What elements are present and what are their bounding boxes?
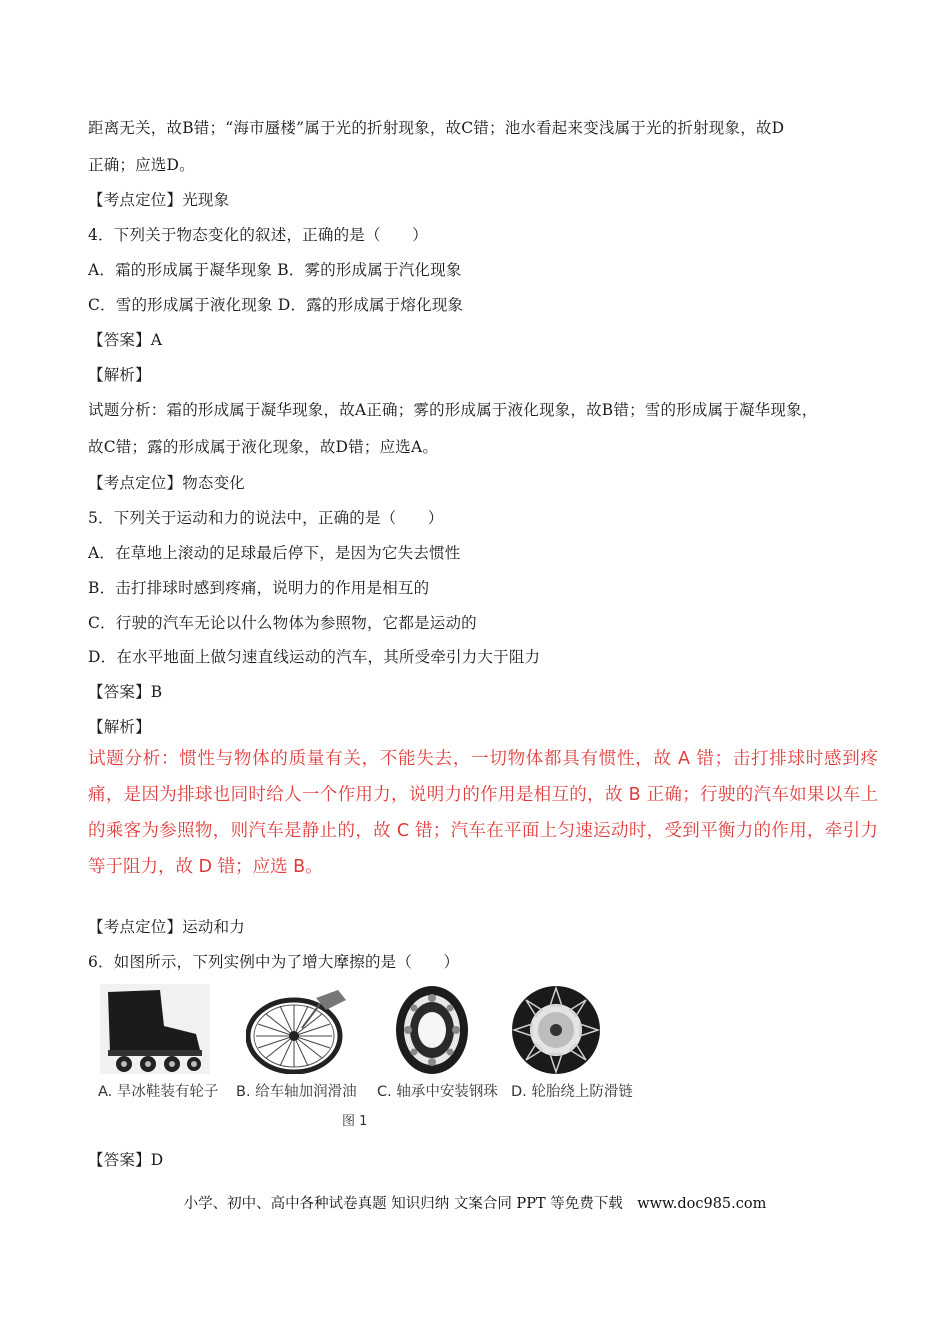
answer-line: 【答案】D: [88, 1151, 164, 1169]
caption-c: C. 轴承中安装钢珠: [377, 1084, 498, 1100]
topic-line: 【考点定位】运动和力: [88, 918, 246, 936]
question-6: 6．如图所示，下列实例中为了增大摩擦的是（ ）: [88, 953, 460, 971]
bearing-image: [392, 984, 472, 1076]
topic-line: 【考点定位】物态变化: [88, 474, 246, 492]
bicycle-wheel-image: [246, 984, 351, 1074]
option-line: B．击打排球时感到疼痛，说明力的作用是相互的: [88, 579, 430, 597]
answer-line: 【答案】A: [88, 331, 163, 349]
option-line: D．在水平地面上做匀速直线运动的汽车，其所受牵引力大于阻力: [88, 648, 541, 666]
analysis-red-text: 试题分析：惯性与物体的质量有关，不能失去，一切物体都具有惯性，故 A 错；击打排球时感到疼痛，是因为排球也同时给人一个作用力，说明力的作用是相互的，故 B 正确；行驶的汽车如果以车上的乘客为参照物，则汽车是静止的，故 C 错；汽车在平面上匀速运动时，受到平衡力的作用，牵引力等于阻力，故 D 错；应选 B。: [88, 749, 878, 877]
caption-d: D. 轮胎绕上防滑链: [511, 1084, 633, 1100]
analysis-line: 试题分析：霜的形成属于凝华现象，故A正确；雾的形成属于液化现象，故B错；雪的形成属于凝华现象，: [88, 401, 818, 419]
question-5: 5．下列关于运动和力的说法中，正确的是（ ）: [88, 509, 444, 527]
analysis-heading: 【解析】: [88, 366, 151, 384]
page-footer: 小学、初中、高中各种试卷真题 知识归纳 文案合同 PPT 等免费下载 www.doc985.com: [183, 1196, 767, 1212]
option-line: A．霜的形成属于凝华现象 B．雾的形成属于汽化现象: [88, 261, 462, 279]
figure-label: 图 1: [342, 1114, 368, 1129]
figure-1: [96, 984, 644, 1132]
text-line: 距离无关，故B错；“海市蜃楼”属于光的折射现象，故C错；池水看起来变浅属于光的折射现象，故D: [88, 119, 785, 137]
analysis-heading: 【解析】: [88, 718, 151, 736]
analysis-line: 故C错；露的形成属于液化现象，故D错；应选A。: [88, 438, 439, 456]
option-line: A．在草地上滚动的足球最后停下，是因为它失去惯性: [88, 544, 461, 562]
question-4: 4．下列关于物态变化的叙述，正确的是（ ）: [88, 226, 428, 244]
text-line: 正确；应选D。: [88, 156, 195, 174]
tire-chain-image: [510, 984, 602, 1076]
option-line: C．行驶的汽车无论以什么物体为参照物，它都是运动的: [88, 614, 477, 632]
caption-a: A. 旱冰鞋装有轮子: [98, 1084, 219, 1100]
roller-skate-image: [100, 984, 210, 1074]
option-line: C．雪的形成属于液化现象 D．露的形成属于熔化现象: [88, 296, 464, 314]
caption-b: B. 给车轴加润滑油: [236, 1084, 357, 1100]
answer-line: 【答案】B: [88, 683, 163, 701]
topic-line: 【考点定位】光现象: [88, 191, 230, 209]
